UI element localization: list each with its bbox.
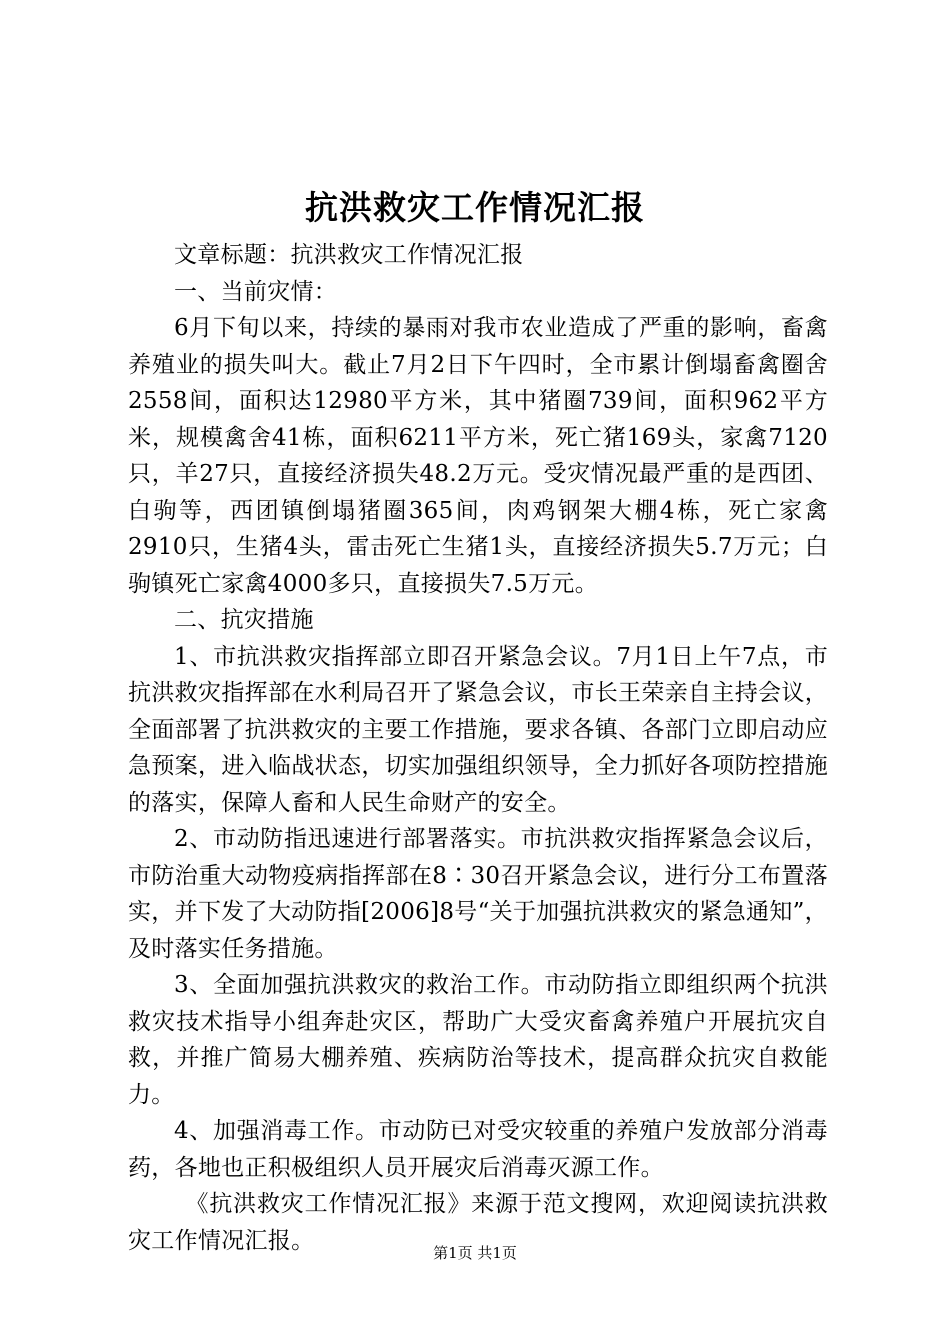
paragraph-disaster-details: 6月下旬以来，持续的暴雨对我市农业造成了严重的影响，畜禽养殖业的损失叫大。截止7月2日下午四时，全市累计倒塌畜禽圈舍2558间，面积达12980平方米，其中猪圈739间，面积962平方米，规模禽舍41栋，面积6211平方米，死亡猪169头，家禽7120只，羊27只，直接经济损失48.2万元。受灾情况最严重的是西团、白驹等，西团镇倒塌猪圈365间，肉鸡钢架大棚4栋，死亡家禽2910只，生猪4头，雷击死亡生猪1头，直接经济损失5.7万元；白驹镇死亡家禽4000多只，直接损失7.5万元。	[128, 315, 828, 597]
heading-measures: 二、抗灾措施	[174, 607, 314, 633]
paragraph-article-title: 文章标题：抗洪救灾工作情况汇报	[174, 242, 524, 268]
paragraph-source-note: 《抗洪救灾工作情况汇报》来源于范文搜网，欢迎阅读抗洪救灾工作情况汇报。	[128, 1191, 828, 1254]
paragraph-measure-4: 4、加强消毒工作。市动防已对受灾较重的养殖户发放部分消毒药，各地也正积极组织人员开展灾后消毒灭源工作。	[128, 1118, 828, 1181]
document-body	[128, 237, 828, 1259]
page-footer: 第1页 共1页	[433, 1244, 517, 1262]
document-title: 抗洪救灾工作情况汇报	[305, 188, 645, 227]
paragraph-measure-3: 3、全面加强抗洪救灾的救治工作。市动防指立即组织两个抗洪救灾技术指导小组奔赴灾区，帮助广大受灾畜禽养殖户开展抗灾自救，并推广简易大棚养殖、疾病防治等技术，提高群众抗灾自救能力。	[128, 972, 828, 1108]
paragraph-measure-1: 1、市抗洪救灾指挥部立即召开紧急会议。7月1日上午7点，市抗洪救灾指挥部在水利局召开了紧急会议，市长王荣亲自主持会议，全面部署了抗洪救灾的主要工作措施，要求各镇、各部门立即启动应急预案，进入临战状态，切实加强组织领导，全力抓好各项防控措施的落实，保障人畜和人民生命财产的安全。	[128, 643, 828, 816]
paragraph-measure-2: 2、市动防指迅速进行部署落实。市抗洪救灾指挥紧急会议后，市防治重大动物疫病指挥部在8∶30召开紧急会议，进行分工布置落实，并下发了大动防指[2006]8号“关于加强抗洪救灾的紧急通知”，及时落实任务措施。	[128, 826, 828, 962]
heading-current-disaster: 一、当前灾情：	[174, 278, 338, 305]
